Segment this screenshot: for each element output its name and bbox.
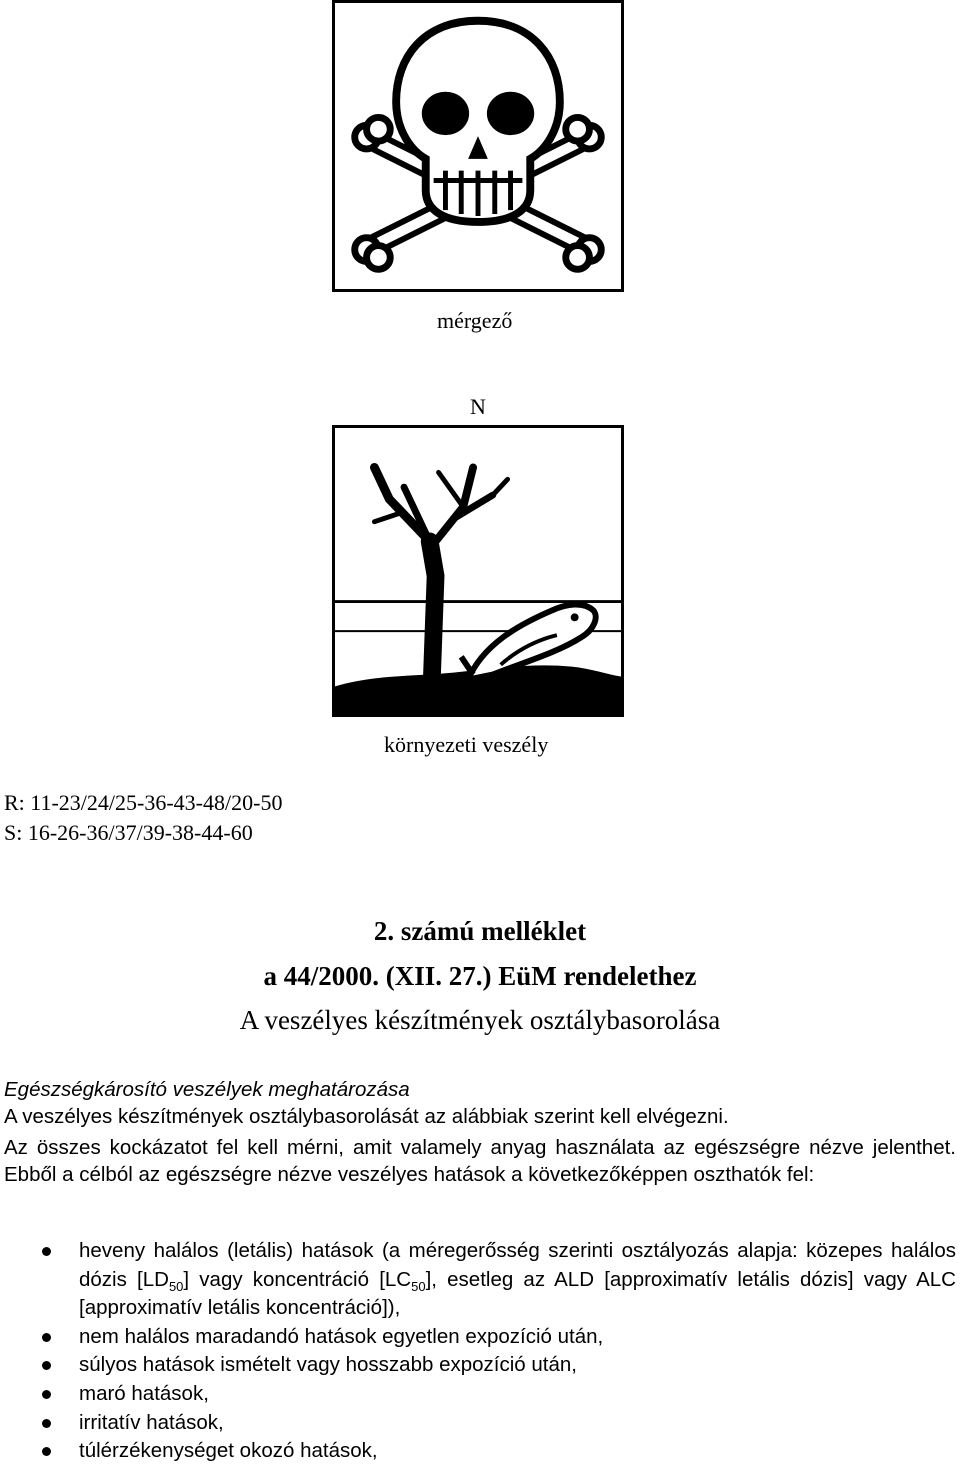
bullet-icon <box>42 1447 51 1456</box>
classification-title: A veszélyes készítmények osztálybasorolása <box>239 1005 721 1035</box>
list-item: maró hatások, <box>4 1380 956 1409</box>
bullet-icon <box>42 1247 51 1256</box>
annex-title: 2. számú melléklet <box>373 916 587 946</box>
bullet-icon <box>42 1361 51 1370</box>
s-phrases: S: 16-26-36/37/39-38-44-60 <box>4 820 253 845</box>
section-title: Egészségkárosító veszélyek meghatározása <box>4 1078 410 1101</box>
toxic-pictogram <box>332 0 624 292</box>
list-item: túlérzékenységet okozó hatások, <box>4 1437 956 1466</box>
decree-reference: a 44/2000. (XII. 27.) EüM rendelethez <box>263 961 697 991</box>
skull-crossbones-icon <box>335 3 621 289</box>
list-item: súlyos hatások ismételt vagy hosszabb expozíció után, <box>4 1351 956 1380</box>
list-item: nem halálos maradandó hatások egyetlen expozíció után, <box>4 1323 956 1352</box>
bullet-icon <box>42 1390 51 1399</box>
environment-code: N <box>470 394 486 419</box>
paragraph-1: A veszélyes készítmények osztálybasorolását az alábbiak szerint kell elvégezni. <box>4 1105 729 1128</box>
environment-label: környezeti veszély <box>384 732 549 757</box>
toxic-label: mérgező <box>437 308 513 333</box>
paragraph-2: Az összes kockázatot fel kell mérni, amit valamely anyag használata az egészségre nézve jelenthet. Ebből a célból az egészségre nézve veszélyes hatások a következőképpen oszthatók fel: <box>4 1136 956 1186</box>
r-phrases: R: 11-23/24/25-36-43-48/20-50 <box>4 790 283 815</box>
bullet-icon <box>42 1419 51 1428</box>
health-effects-list <box>4 1237 956 1466</box>
bullet-icon <box>42 1333 51 1342</box>
list-item: heveny halálos (letális) hatások (a méregerősség szerinti osztályozás alapja: közepes halálos dózis $[LD_{50}]$ vagy koncentráció $[LC_{50}]$, esetleg az ALD [approximatív letális dózis] vagy ALC [approximatív letális koncentráció]), <box>4 1237 956 1323</box>
dead-tree-fish-icon <box>335 428 621 714</box>
environment-pictogram <box>332 425 624 717</box>
list-item: irritatív hatások, <box>4 1409 956 1438</box>
